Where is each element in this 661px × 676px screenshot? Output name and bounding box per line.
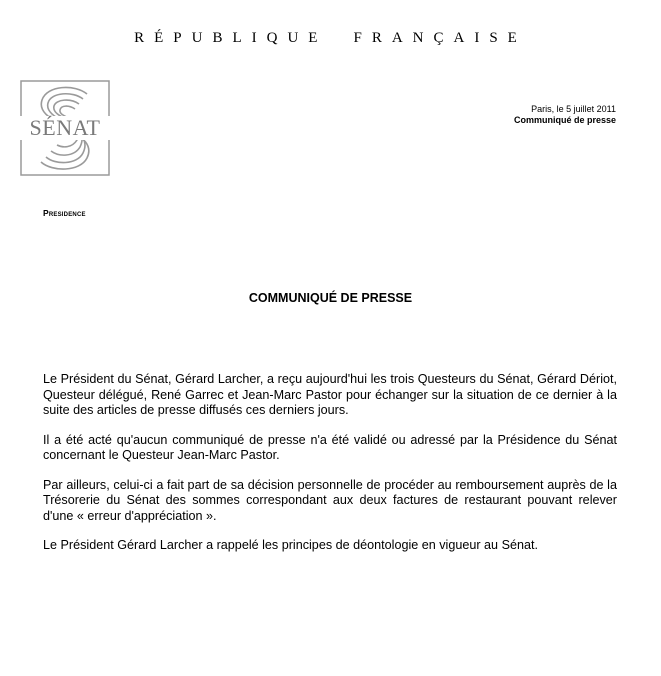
place-date: Paris, le 5 juillet 2011: [531, 104, 616, 114]
logo-text: SÉNAT: [29, 115, 101, 140]
press-release-body: [43, 372, 617, 568]
republique-francaise-header: [0, 30, 661, 47]
document-type: Communiqué de presse: [513, 115, 616, 125]
senat-logo: [17, 80, 113, 176]
dateline: [514, 104, 616, 126]
paragraph: Le Président du Sénat, Gérard Larcher, a reçu aujourd'hui les trois Questeurs du Sénat, Gérard Dériot, Questeur délégué, René Garrec et Jean-Marc Pastor pour échanger sur la situation de ce dernier à la suite des articles de presse diffusés ces derniers jours.: [43, 372, 617, 417]
paragraph: Le Président Gérard Larcher a rappelé les principes de déontologie en vigueur au Sénat.: [43, 538, 538, 552]
department-label: Presidence: [43, 208, 86, 218]
document-headline: COMMUNIQUÉ DE PRESSE: [248, 291, 413, 305]
senat-logo-graphic: [17, 80, 113, 176]
francaise-word: FRANÇAISE: [353, 30, 527, 46]
paragraph: Il a été acté qu'aucun communiqué de presse n'a été validé ou adressé par la Présidence du Sénat concernant le Questeur Jean-Marc Pastor.: [43, 432, 617, 462]
paragraph: Par ailleurs, celui-ci a fait part de sa décision personnelle de procéder au remboursement auprès de la Trésorerie du Sénat des sommes correspondant aux deux factures de restaurant pouvant relever d'une « erreur d'appréciation ».: [43, 477, 617, 523]
republique-word: RÉPUBLIQUE: [134, 30, 328, 46]
